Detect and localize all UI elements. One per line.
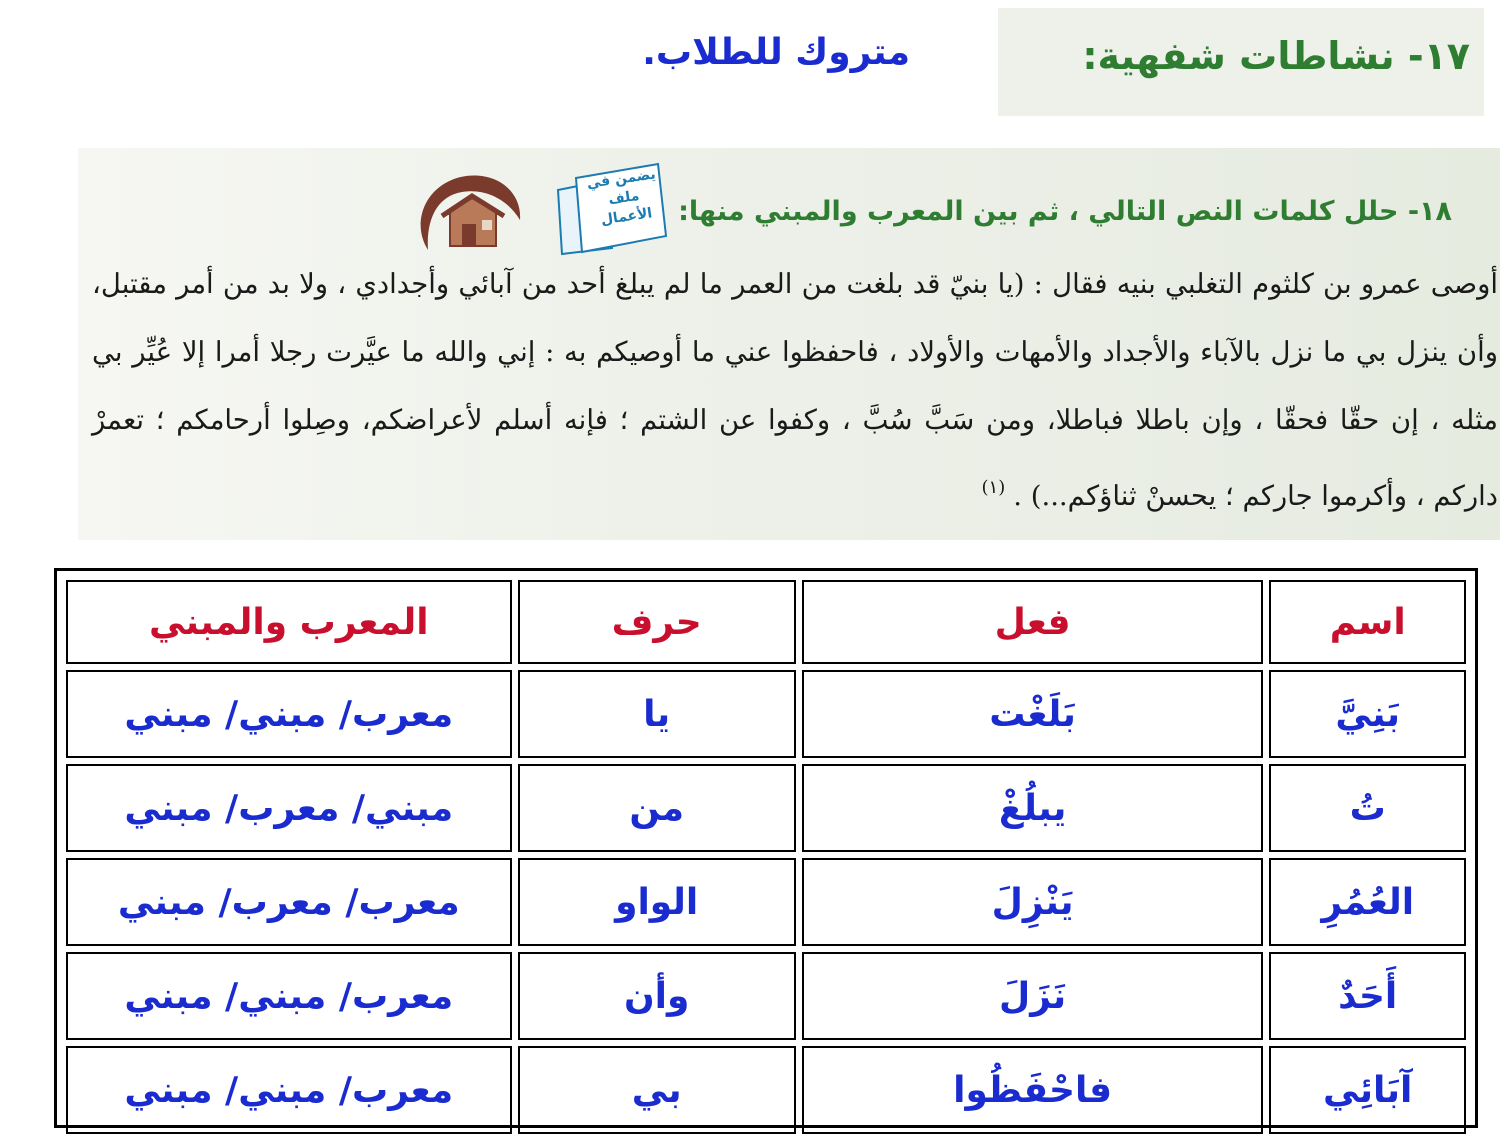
analysis-table [54, 568, 1478, 1128]
exercise-18-title: ١٨- حلل كلمات النص التالي ، ثم بين المعرب والمبني منها: [678, 196, 1452, 227]
cell-murab-mabni: معرب/ مبني/ مبني [66, 670, 512, 758]
house-icon [408, 164, 526, 264]
cell-murab-mabni: مبني/ معرب/ مبني [66, 764, 512, 852]
cell-ism: بَنِيَّ [1269, 670, 1466, 758]
header-ism: اسم [1269, 580, 1466, 664]
footnote-marker: (١) [981, 477, 1006, 498]
table-row [66, 952, 1466, 1040]
cell-murab-mabni: معرب/ مبني/ مبني [66, 952, 512, 1040]
folder-icon [554, 160, 674, 260]
cell-ism: العُمُرِ [1269, 858, 1466, 946]
table-row [66, 764, 1466, 852]
table-row [66, 858, 1466, 946]
passage-text [92, 250, 1498, 530]
passage-body: أوصى عمرو بن كلثوم التغلبي بنيه فقال : (يا بنيّ قد بلغت من العمر ما لم يبلغ أحد من آبائي وأجدادي ، ولا بد من أمر مقتبل، وأن ينزل بي ما نزل بالآباء والأجداد والأمهات والأولاد ، فاحفظوا عني ما أوصيكم به : إني والله ما عيَّرت رجلا أمرا إلا عُيِّر بي مثله ، إن حقّا فحقّا ، وإن باطلا فباطلا، ومن سَبَّ سُبَّ ، وكفوا عن الشتم ؛ فإنه أسلم لأعراضكم، وصِلوا أرحامكم ؛ تعمرْ داركم ، وأكرموا جاركم ؛ يحسنْ ثناؤكم...) . [92, 268, 1498, 512]
cell-ism: أَحَدٌ [1269, 952, 1466, 1040]
cell-harf: وأن [518, 952, 796, 1040]
cell-fil: نَزَلَ [802, 952, 1264, 1040]
cell-fil: يبلُغْ [802, 764, 1264, 852]
exercise-17-box [998, 8, 1484, 116]
table-row [66, 1046, 1466, 1134]
cell-harf: بي [518, 1046, 796, 1134]
cell-fil: يَنْزِلَ [802, 858, 1264, 946]
cell-harf: الواو [518, 858, 796, 946]
cell-fil: بَلَغْت [802, 670, 1264, 758]
folder-label: يضمن في ملف الأعمال [585, 166, 657, 229]
header-murab-mabni: المعرب والمبني [66, 580, 512, 664]
cell-ism: تُ [1269, 764, 1466, 852]
cell-fil: فاحْفَظُوا [802, 1046, 1264, 1134]
table-header-row [66, 580, 1466, 664]
cell-murab-mabni: معرب/ مبني/ مبني [66, 1046, 512, 1134]
exercise-17-title: ١٧- نشاطات شفهية: [1082, 34, 1470, 78]
table-row [66, 670, 1466, 758]
cell-harf: من [518, 764, 796, 852]
cell-murab-mabni: معرب/ معرب/ مبني [66, 858, 512, 946]
header-fil: فعل [802, 580, 1264, 664]
header-harf: حرف [518, 580, 796, 664]
cell-ism: آبَائِي [1269, 1046, 1466, 1134]
exercise-17-note: متروك للطلاب. [642, 32, 910, 73]
analysis-grid [60, 574, 1472, 1140]
cell-harf: يا [518, 670, 796, 758]
exercise-18-box [78, 148, 1500, 540]
